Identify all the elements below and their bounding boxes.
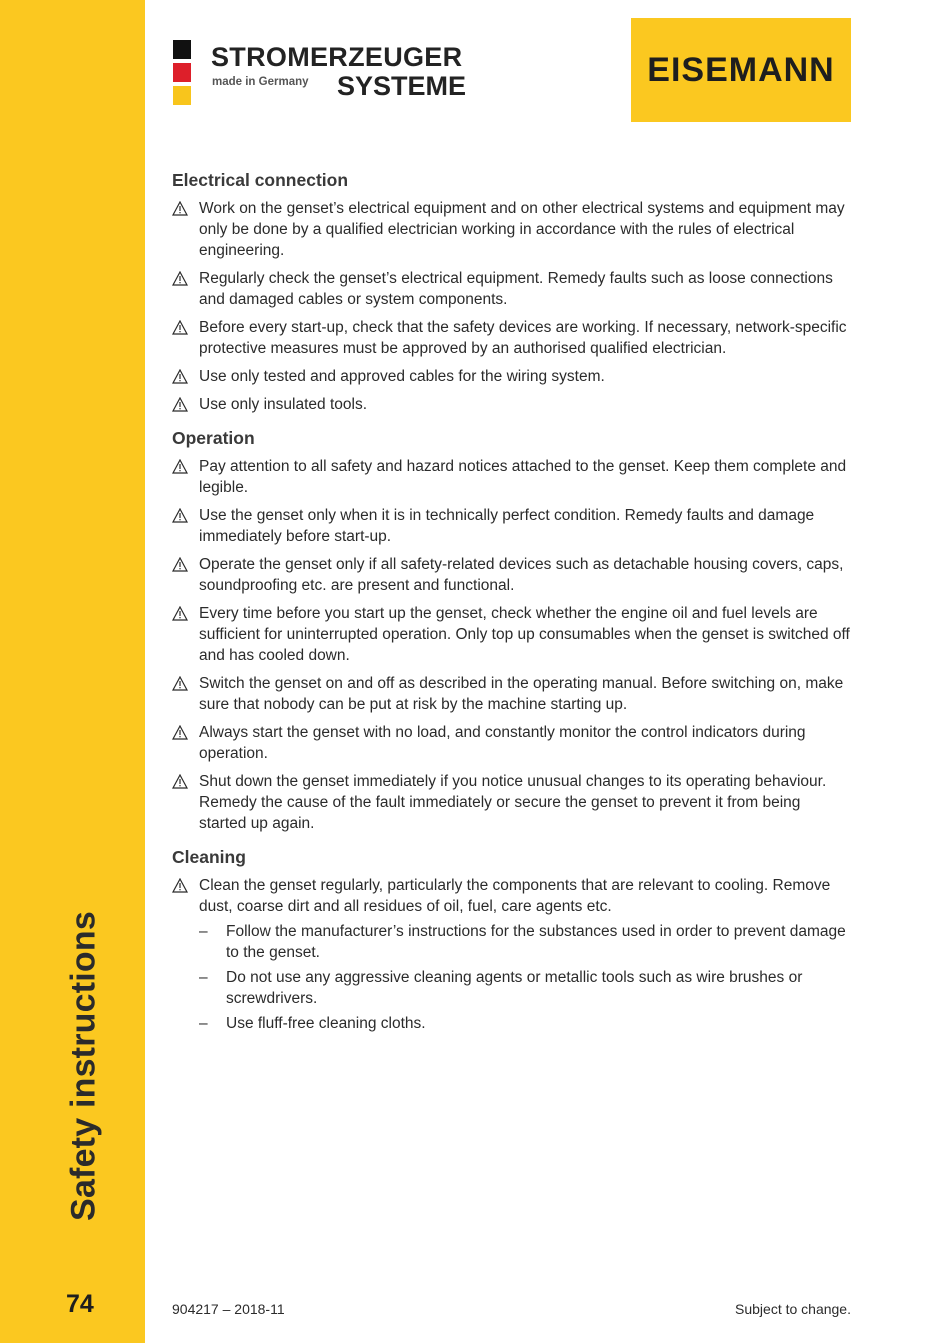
list-item-text: Use the genset only when it is in technically perfect condition. Remedy faults and damage immediately before start-up. <box>199 507 815 545</box>
section-heading: Electrical connection <box>172 170 349 190</box>
brand-logo <box>173 40 473 106</box>
sub-list-item <box>172 921 852 963</box>
list-item-text: Every time before you start up the genset, check whether the engine oil and fuel levels are sufficient for uninterrupted operation. Only top up consumables when the genset is switched off and has cooled down. <box>199 605 850 664</box>
list-item-text: Before every start-up, check that the safety devices are working. If necessary, network-specific protective measures must be approved by an authorised qualified electrician. <box>199 319 847 357</box>
list-item <box>172 366 852 387</box>
sub-list-item-text: Do not use any aggressive cleaning agents or metallic tools such as wire brushes or screwdrivers. <box>226 969 803 1007</box>
sidebar-title: Safety instructions <box>64 911 103 1221</box>
brand-tagline: made in Germany <box>212 76 309 88</box>
section-cleaning <box>172 845 852 1034</box>
sub-list-item-text: Follow the manufacturer’s instructions for the substances used in order to prevent damage to the genset. <box>226 923 846 961</box>
brand-name-line1: STROMERZEUGER <box>211 42 463 72</box>
section-operation <box>172 426 852 834</box>
list-item-text: Work on the genset’s electrical equipment and on other electrical systems and equipment may only be done by a qualified electrician working in accordance with the rules of electrical engineering. <box>199 200 845 259</box>
list-item <box>172 875 852 917</box>
warning-triangle-icon <box>172 606 188 621</box>
list-item-text: Regularly check the genset’s electrical equipment. Remedy faults such as loose connections and damaged cables or system components. <box>199 270 833 308</box>
warning-triangle-icon <box>172 725 188 740</box>
dash-bullet: – <box>199 923 208 940</box>
sub-list-item-text: Use fluff-free cleaning cloths. <box>226 1015 426 1032</box>
warning-triangle-icon <box>172 320 188 335</box>
section-heading: Operation <box>172 428 255 448</box>
brand-name-line2: SYSTEME <box>337 71 467 101</box>
list-item <box>172 268 852 310</box>
list-item <box>172 554 852 596</box>
warning-triangle-icon <box>172 271 188 286</box>
dash-bullet: – <box>199 1015 208 1032</box>
list-item <box>172 198 852 261</box>
warning-triangle-icon <box>172 459 188 474</box>
list-item-text: Operate the genset only if all safety-related devices such as detachable housing covers, caps, soundproofing etc. are present and functional. <box>199 556 844 594</box>
section-electrical-connection <box>172 168 852 415</box>
eisemann-logo-text: EISEMANN <box>647 50 835 89</box>
warning-triangle-icon <box>172 557 188 572</box>
list-item <box>172 456 852 498</box>
warning-triangle-icon <box>172 508 188 523</box>
sidebar <box>0 0 145 1343</box>
list-item-text: Switch the genset on and off as described in the operating manual. Before switching on, make sure that nobody can be put at risk by the machine starting up. <box>199 675 844 713</box>
list-item-text: Use only insulated tools. <box>199 396 368 413</box>
section-heading: Cleaning <box>172 847 246 867</box>
warning-triangle-icon <box>172 774 188 789</box>
warning-triangle-icon <box>172 369 188 384</box>
warning-triangle-icon <box>172 676 188 691</box>
sub-list-item <box>172 967 852 1009</box>
flag-gold-stripe <box>173 86 191 105</box>
warning-triangle-icon <box>172 201 188 216</box>
list-item-text: Shut down the genset immediately if you notice unusual changes to its operating behaviour. Remedy the cause of the fault immediately or secure the genset to prevent it from being started up again. <box>199 773 827 832</box>
document-code: 904217 – 2018-11 <box>172 1301 285 1317</box>
list-item <box>172 771 852 834</box>
warning-triangle-icon <box>172 878 188 893</box>
list-item-text: Pay attention to all safety and hazard notices attached to the genset. Keep them complete and legible. <box>199 458 847 496</box>
list-item <box>172 505 852 547</box>
main-content <box>172 168 852 1045</box>
dash-bullet: – <box>199 969 208 986</box>
list-item <box>172 673 852 715</box>
list-item <box>172 603 852 666</box>
list-item-text: Always start the genset with no load, and constantly monitor the control indicators during operation. <box>199 724 806 762</box>
list-item <box>172 317 852 359</box>
list-item <box>172 394 852 415</box>
list-item <box>172 722 852 764</box>
warning-triangle-icon <box>172 397 188 412</box>
list-item-text: Use only tested and approved cables for the wiring system. <box>199 368 605 385</box>
eisemann-logo <box>631 18 851 122</box>
page-number: 74 <box>66 1290 94 1318</box>
flag-red-stripe <box>173 63 191 82</box>
sub-list-item <box>172 1013 852 1034</box>
list-item-text: Clean the genset regularly, particularly the components that are relevant to cooling. Remove dust, coarse dirt and all residues of oil, fuel, care agents etc. <box>199 877 831 915</box>
footer-note: Subject to change. <box>735 1301 851 1317</box>
flag-black-stripe <box>173 40 191 59</box>
